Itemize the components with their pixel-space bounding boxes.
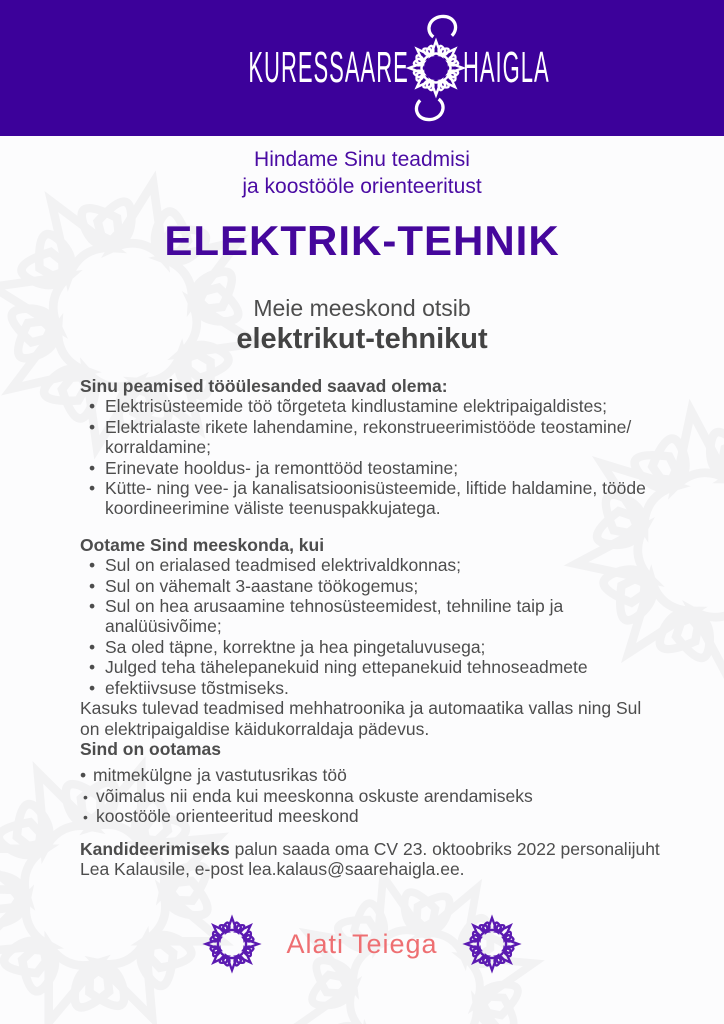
footer	[0, 912, 724, 976]
section-tasks	[80, 376, 658, 519]
page-title: ELEKTRIK-TEHNIK	[164, 217, 560, 264]
section-heading: Sinu peamised tööülesanded saavad olema:	[80, 376, 448, 396]
contact-lead-word: Kandideerimiseks	[80, 838, 230, 859]
subtitle-line-1: Meie meeskond otsib	[253, 295, 471, 321]
bullet-item: • Sul on erialased teadmised elektrivaldkonnas;	[80, 555, 658, 575]
application-instructions	[80, 839, 680, 880]
body-copy	[80, 376, 658, 879]
bullet-item: • Julged teha tähelepanekuid ning ettepanekuid tehnoseadmete	[80, 657, 658, 677]
bullet-item: • Erinevate hooldus- ja remonttööd teostamine;	[80, 458, 658, 478]
requirement-list	[80, 555, 658, 698]
bullet-item: • koostööle orienteeritud meeskond	[80, 806, 658, 826]
subsection-heading: Sind on ootamas	[80, 738, 221, 759]
snowflake-icon	[200, 912, 264, 976]
contact-details: palun saada oma CV 23. oktoobriks 2022 personalijuht Lea Kalausile, e-post lea.kalaus@saarehaigla.ee.	[80, 838, 660, 879]
bullet-item: • Elektrialaste rikete lahendamine, rekonstrueerimistööde teostamine/ korraldamine;	[80, 417, 658, 458]
section-requirements	[80, 535, 658, 827]
bullet-item: • Sul on hea arusaamine tehnosüsteemidest, tehniline taip ja analüüsivõime;	[80, 596, 658, 637]
bullet-item: • mitmekülgne ja vastutusrikas töö	[80, 765, 658, 785]
snowflake-s-logo-icon	[403, 11, 469, 125]
bullet-item: • Kütte- ning vee- ja kanalisatsioonisüsteemide, liftide haldamine, tööde koordineerimine väliste teenuspakkujatega.	[80, 478, 658, 519]
bullet-item: • võimalus nii enda kui meeskonna oskuste arendamiseks	[80, 786, 658, 806]
brand-name-left: KURESSAARE	[248, 43, 409, 92]
intro-line-2: ja koostööle orienteeritust	[242, 175, 482, 198]
offer-list	[80, 765, 658, 826]
bullet-item: • efektiivsuse tõstmiseks.	[80, 678, 658, 698]
brand-name-right: HAIGLA	[462, 43, 550, 92]
bullet-item: • Elektrisüsteemide töö tõrgeteta kindlustamine elektripaigaldistes;	[80, 396, 658, 416]
bullet-item: • Sul on vähemalt 3-aastane töökogemus;	[80, 576, 658, 596]
intro-line-1: Hindame Sinu teadmisi	[254, 148, 470, 171]
snowflake-icon	[460, 912, 524, 976]
section-heading: Ootame Sind meeskonda, kui	[80, 534, 325, 555]
subtitle	[0, 295, 724, 356]
subtitle-line-2: elektrikut-tehnikut	[236, 323, 488, 355]
tagline: Alati Teiega	[286, 928, 438, 959]
bonus-paragraph: Kasuks tulevad teadmised mehhatroonika ja automaatika vallas ning Sul on elektripaigaldise käidukorraldaja pädevus.	[80, 698, 642, 739]
intro-text	[0, 146, 724, 200]
task-list	[80, 396, 658, 518]
bullet-item: • Sa oled täpne, korrektne ja hea pingetaluvusega;	[80, 637, 658, 657]
header-band	[0, 0, 724, 136]
